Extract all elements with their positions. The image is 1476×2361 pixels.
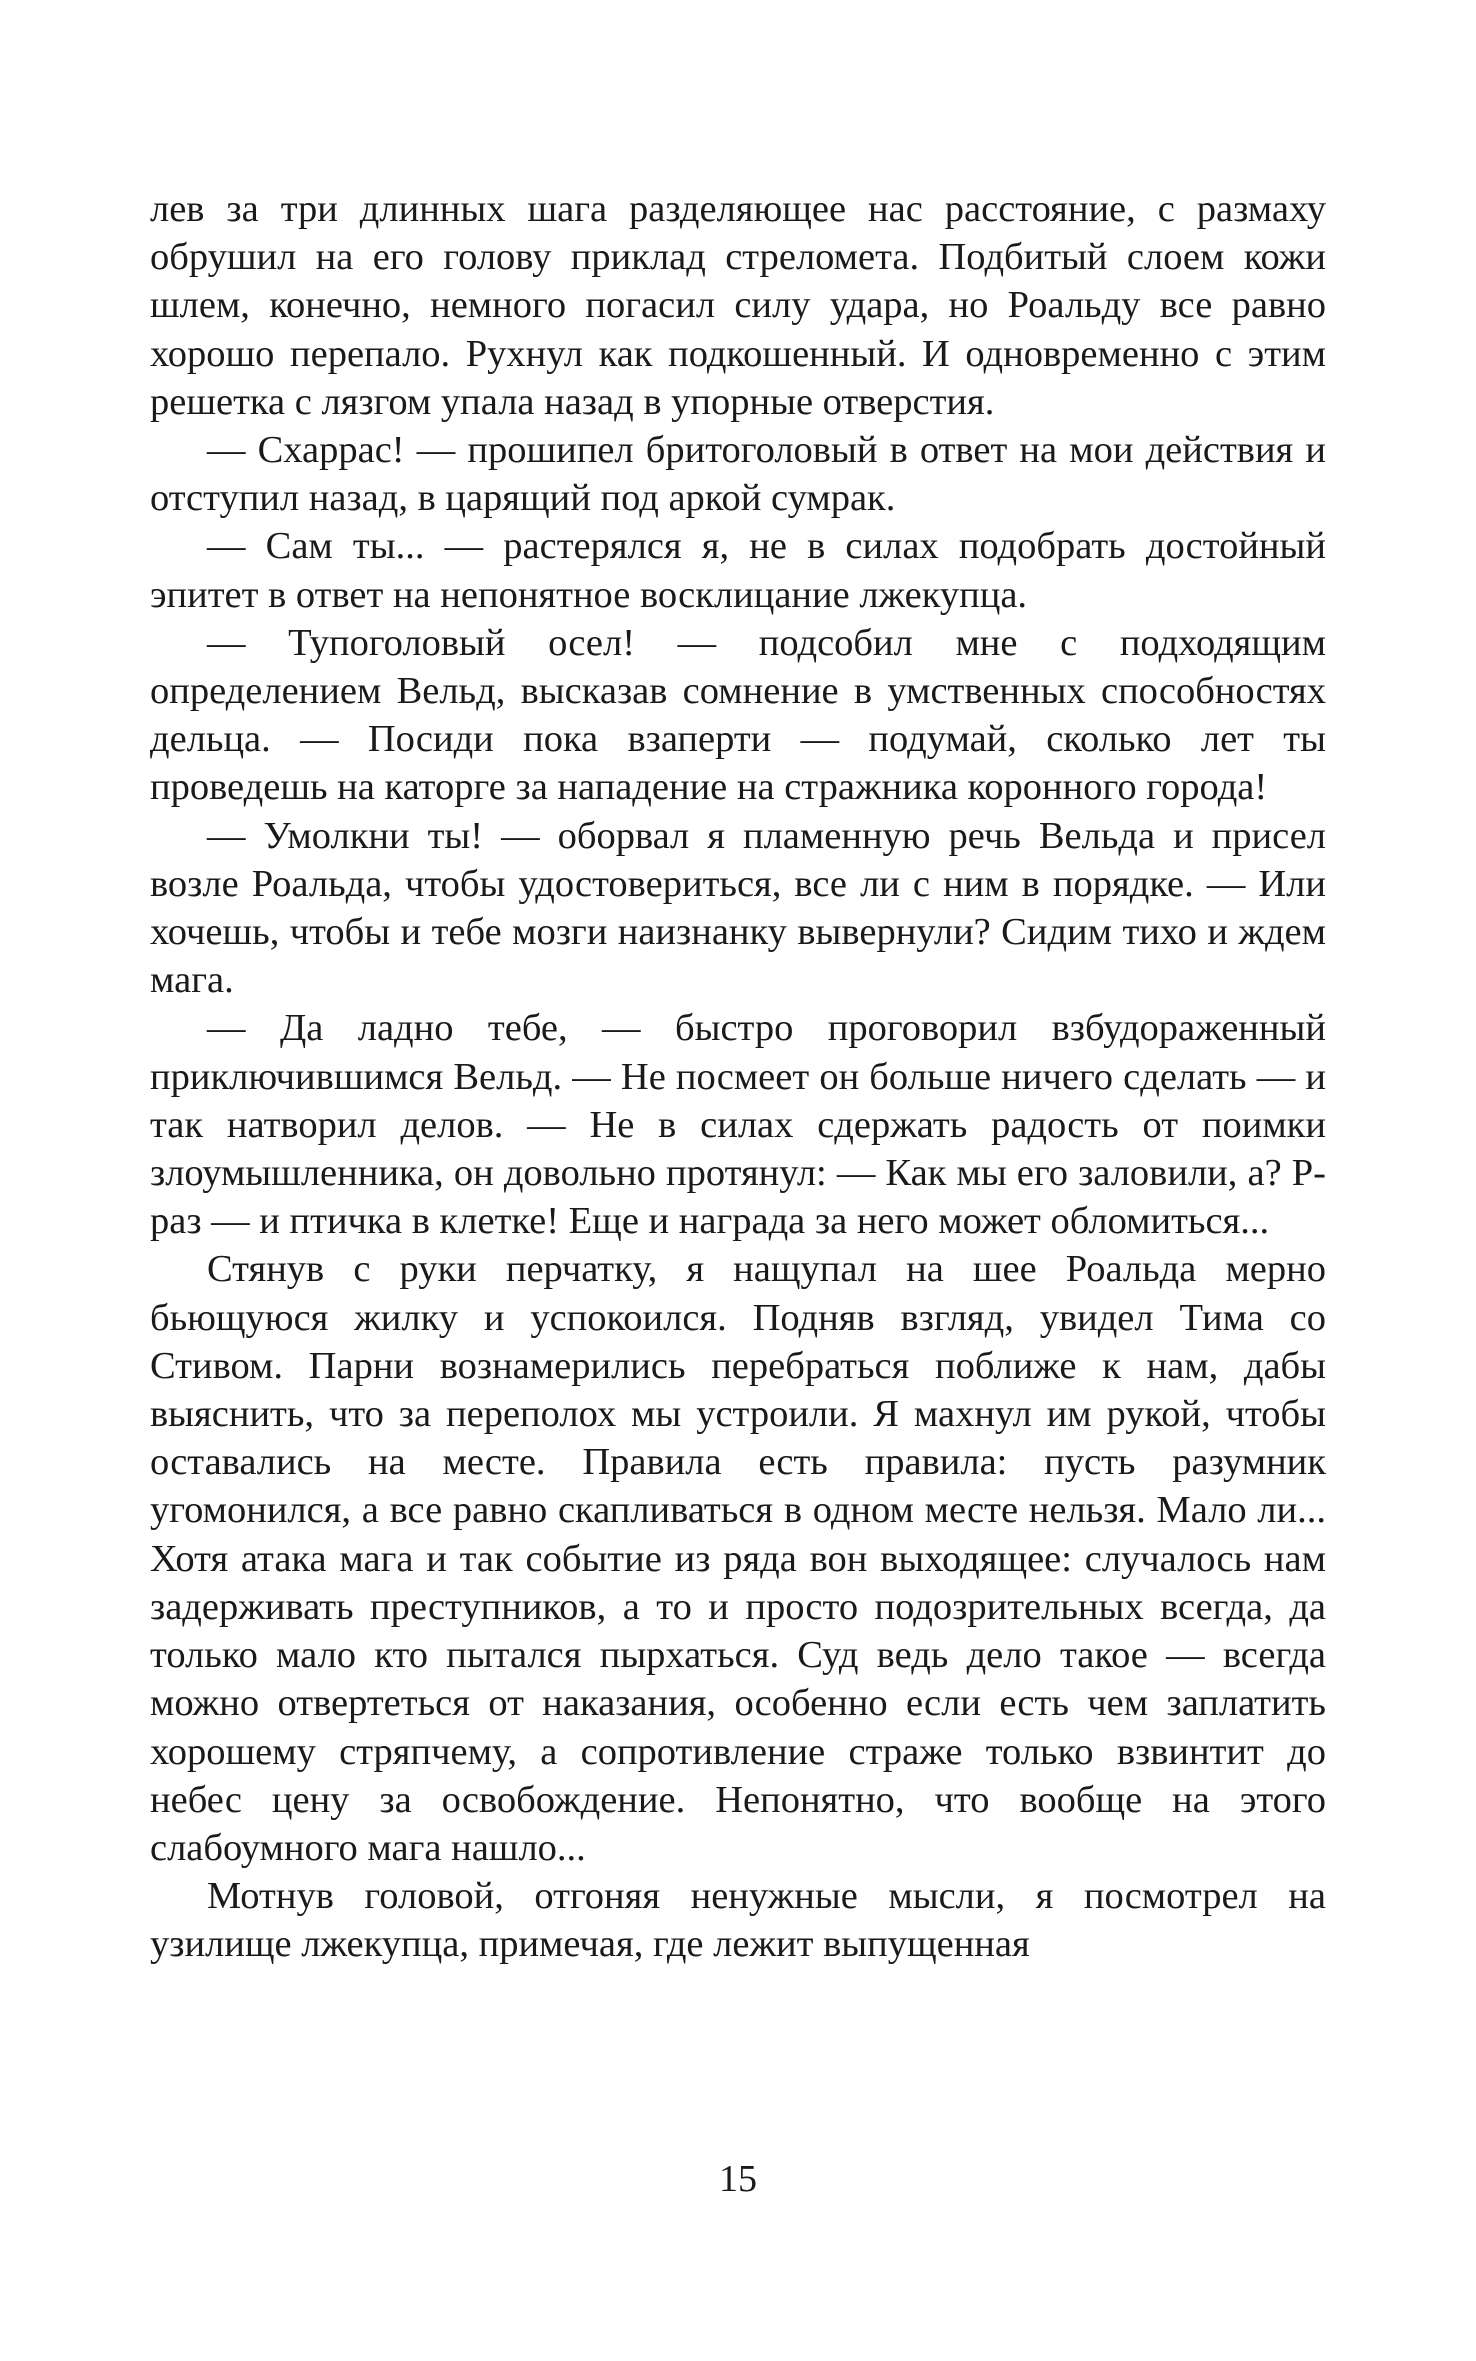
paragraph-7: Стянув с руки перчатку, я нащупал на шее Роальда мерно бьющуюся жилку и успокоился. Подняв взгляд, увидел Тима со Стивом. Парни вознамерились перебраться поближе к нам, дабы выяснить, что за переполох мы устроили. Я махнул им рукой, чтобы оставались на месте. Правила есть правила: пусть разумник угомонился, а все равно скапливаться в одном месте нельзя. Мало ли... Хотя атака мага и так событие из ряда вон выходящее: случалось нам задерживать преступников, а то и просто подозрительных всегда, да только мало кто пытался пырхаться. Суд ведь дело такое — всегда можно отвертеться от наказания, особенно если есть чем заплатить хорошему стряпчему, а сопротивление страже только взвинтит до небес цену за освобождение. Непонятно, что вообще на этого слабоумного мага нашло... bbox=[150, 1248, 1326, 1869]
paragraph-8: Мотнув головой, отгоняя ненужные мысли, я посмотрел на узилище лжекупца, примечая, где лежит выпущенная bbox=[150, 1875, 1326, 1966]
page-number: 15 bbox=[719, 2158, 757, 2200]
paragraph-1: лев за три длинных шага разделяющее нас расстояние, с размаху обрушил на его голову приклад стреломета. Подбитый слоем кожи шлем, конечно, немного погасил силу удара, но Роальду все равно хорошо перепало. Рухнул как подкошенный. И одновременно с этим решетка с лязгом упала назад в упорные отверстия. bbox=[150, 188, 1326, 423]
paragraph-4: — Тупоголовый осел! — подсобил мне с подходящим определением Вельд, высказав сомнение в умственных способностях дельца. — Посиди пока взаперти — подумай, сколько лет ты проведешь на каторге за нападение на стражника коронного города! bbox=[150, 621, 1326, 809]
paragraph-5: — Умолкни ты! — оборвал я пламенную речь Вельда и присел возле Роальда, чтобы удостовериться, все ли с ним в порядке. — Или хочешь, чтобы и тебе мозги наизнанку вывернули? Сидим тихо и ждем мага. bbox=[150, 814, 1326, 1002]
text-column bbox=[150, 185, 1326, 1969]
paragraph-2: — Схаррас! — прошипел бритоголовый в ответ на мои действия и отступил назад, в царящий под аркой сумрак. bbox=[150, 429, 1326, 520]
paragraph-6: — Да ладно тебе, — быстро проговорил взбудораженный приключившимся Вельд. — Не посмеет он больше ничего сделать — и так натворил делов. — Не в силах сдержать радость от поимки злоумышленника, он довольно протянул: — Как мы его заловили, а? Р-раз — и птичка в клетке! Еще и награда за него может обломиться... bbox=[150, 1007, 1326, 1243]
paragraph-3: — Сам ты... — растерялся я, не в силах подобрать достойный эпитет в ответ на непонятное восклицание лжекупца. bbox=[150, 525, 1326, 616]
